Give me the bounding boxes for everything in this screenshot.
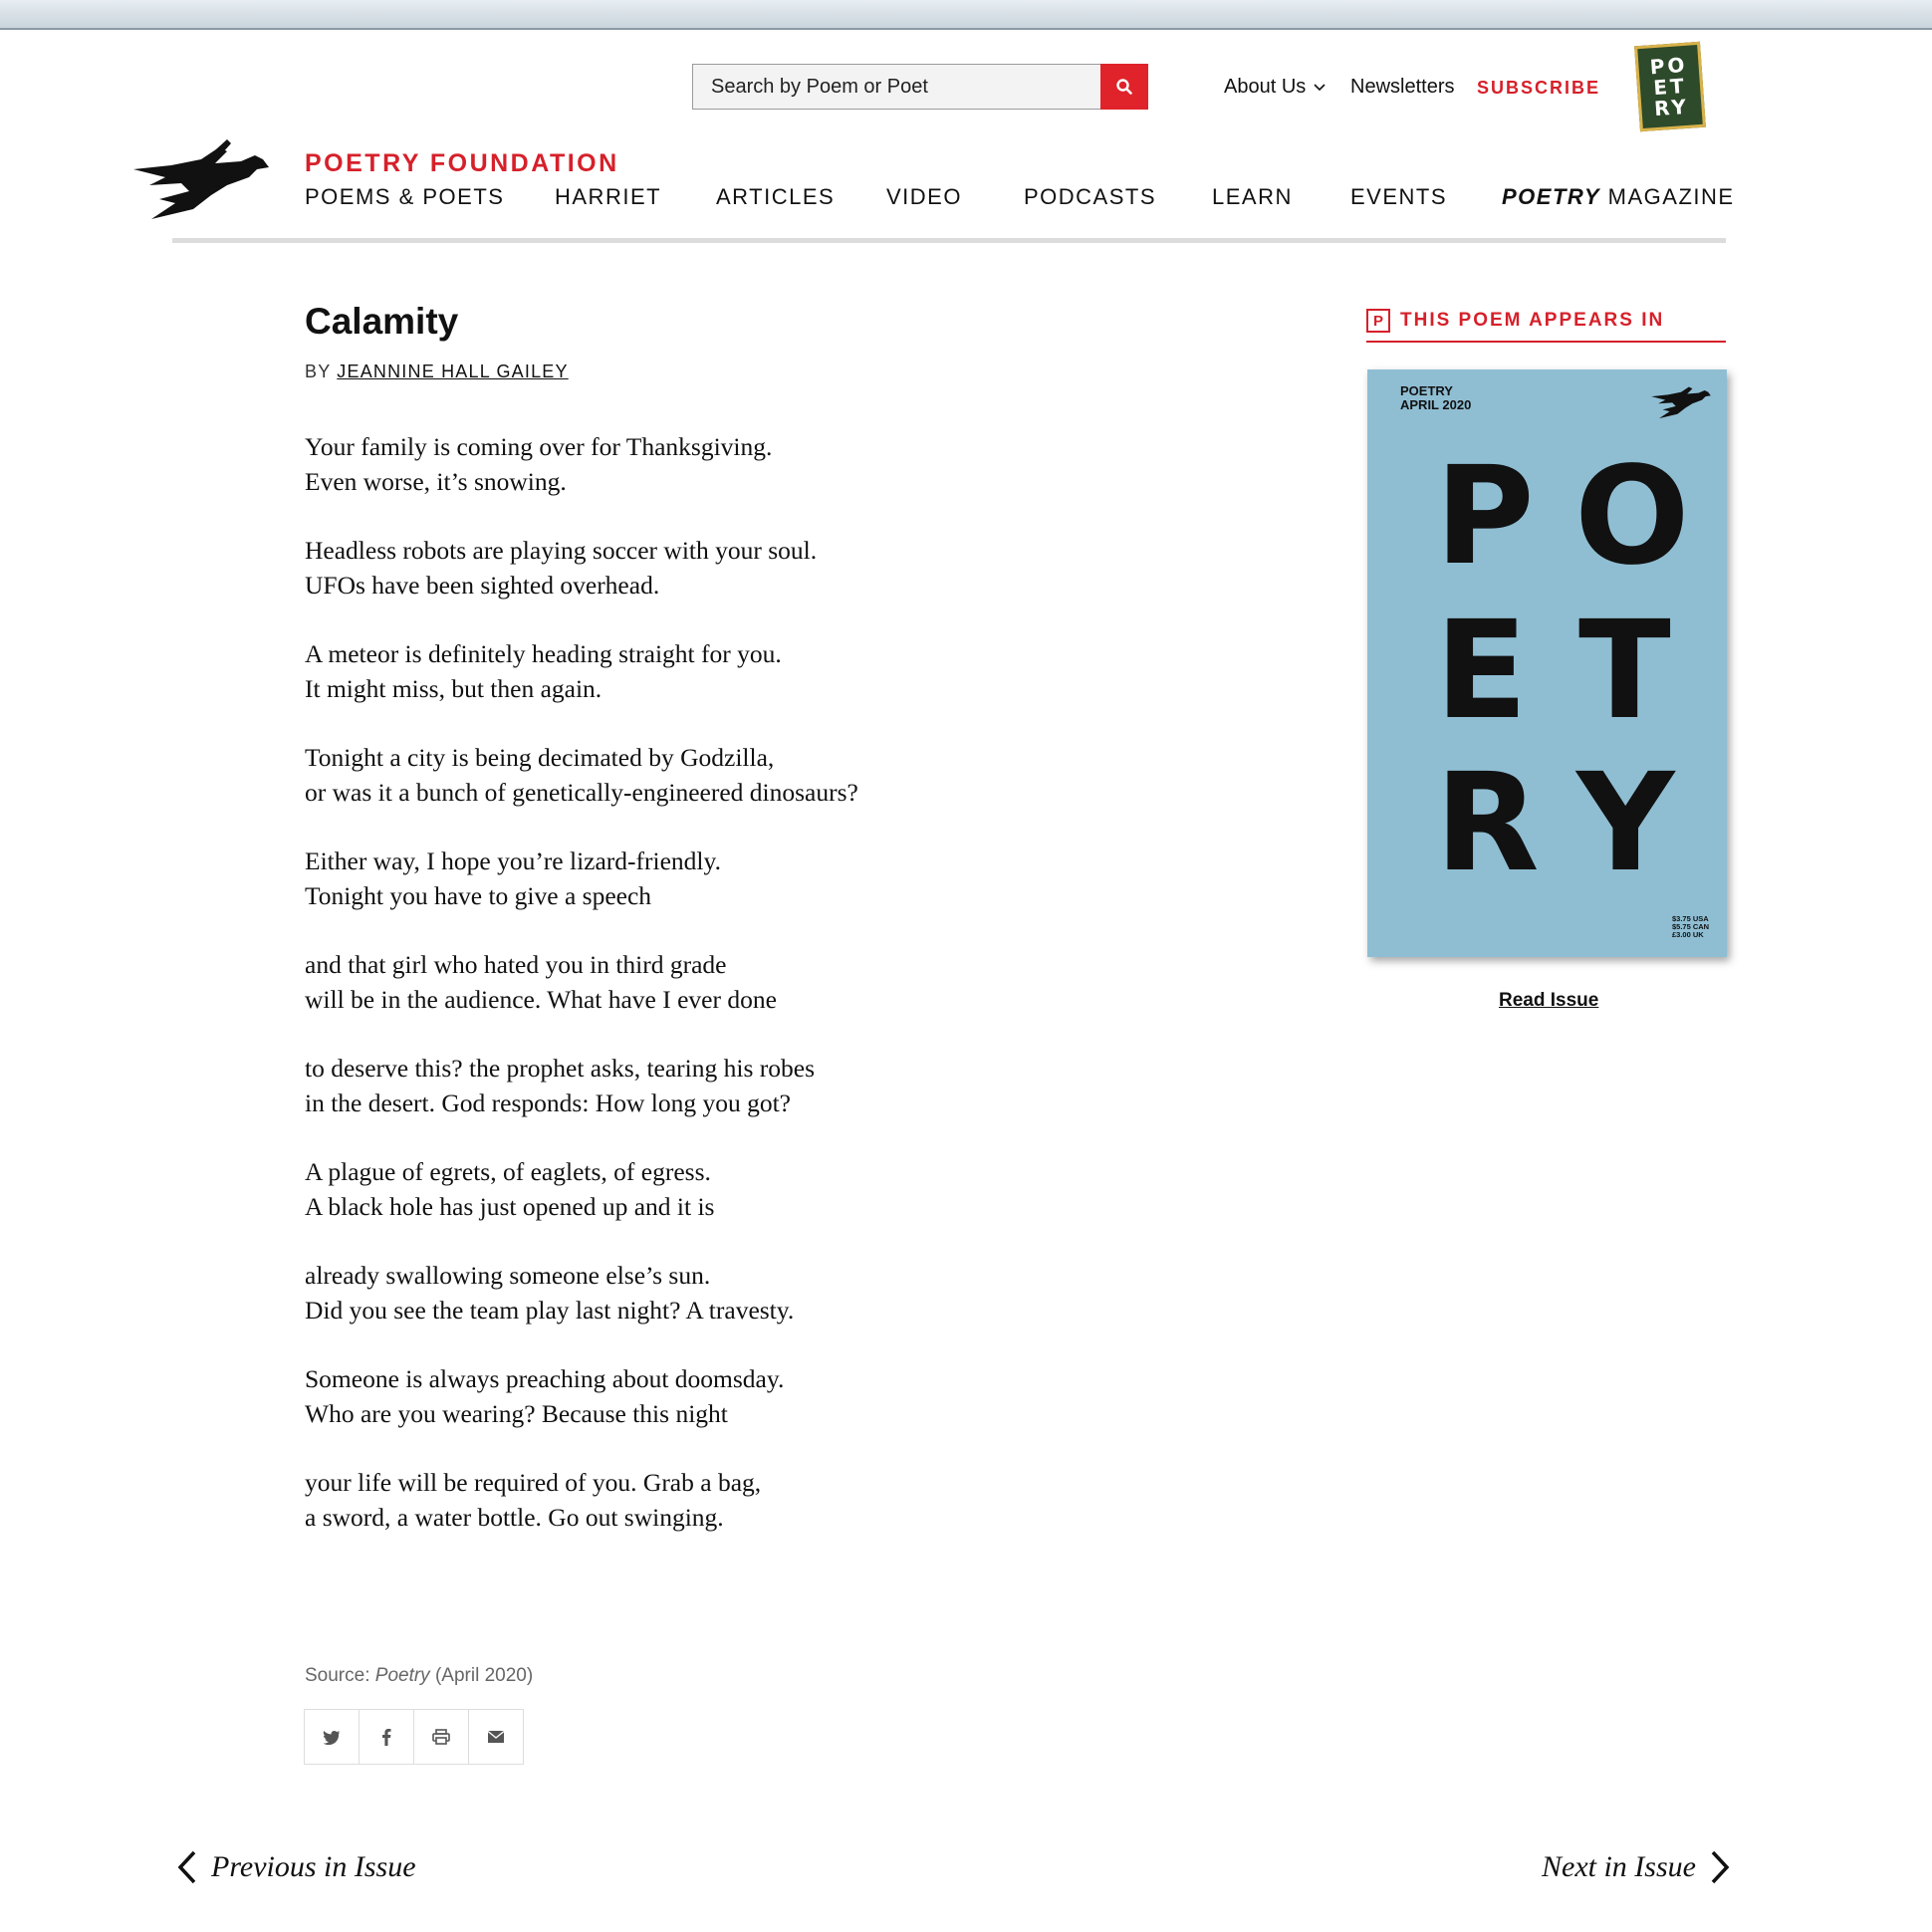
nav-learn[interactable]: LEARN — [1212, 184, 1293, 209]
cover-letter-o: O — [1574, 438, 1690, 596]
appears-in-heading — [1366, 309, 1726, 343]
chevron-down-icon — [1314, 84, 1326, 92]
cover-meta — [1400, 384, 1471, 412]
source-title: Poetry — [374, 1665, 430, 1686]
source-prefix: Source: — [305, 1665, 375, 1686]
read-issue-link[interactable]: Read Issue — [1499, 990, 1599, 1011]
search-button[interactable] — [1100, 64, 1148, 110]
poem-stanza — [305, 1155, 858, 1224]
twitter-icon — [323, 1730, 341, 1745]
cover-meta-title: POETRY — [1400, 383, 1453, 398]
poem-body — [305, 430, 858, 1570]
next-in-issue-link[interactable] — [1542, 1850, 1730, 1884]
badge-line-2: ET — [1652, 73, 1688, 100]
cover-pegasus-icon — [1650, 383, 1712, 419]
poem-stanza — [305, 741, 858, 810]
byline — [305, 362, 569, 382]
price-uk: £3.00 UK — [1672, 930, 1704, 939]
search-icon — [1115, 78, 1133, 96]
nav-magazine-italic: POETRY — [1502, 184, 1601, 209]
about-us-label: About Us — [1224, 76, 1307, 98]
subscribe-link[interactable]: SUBSCRIBE — [1477, 78, 1601, 98]
poem-stanza — [305, 1466, 858, 1535]
chevron-left-icon — [177, 1850, 197, 1884]
cover-letter-p: P — [1435, 438, 1535, 596]
poem-source — [305, 1665, 533, 1687]
print-icon — [432, 1729, 450, 1745]
brand-name[interactable]: POETRY FOUNDATION — [305, 149, 619, 177]
cover-price — [1672, 915, 1709, 939]
browser-top-strip — [0, 0, 1932, 30]
poem-line: Who are you wearing? Because this night — [305, 1398, 728, 1428]
poem-stanza — [305, 1259, 858, 1328]
poem-line: A meteor is definitely heading straight for you. — [305, 639, 782, 668]
poem-line: Tonight a city is being decimated by Godzilla, — [305, 743, 775, 772]
poem-line: Headless robots are playing soccer with your soul. — [305, 536, 818, 565]
nav-events[interactable]: EVENTS — [1350, 184, 1448, 209]
previous-in-issue-link[interactable] — [177, 1850, 416, 1884]
issue-cover-image[interactable] — [1367, 369, 1727, 957]
previous-label: Previous in Issue — [211, 1850, 416, 1883]
poem-line: A plague of egrets, of eaglets, of egress. — [305, 1157, 711, 1186]
nav-harriet[interactable]: HARRIET — [555, 184, 662, 209]
badge-line-3: RY — [1653, 94, 1690, 121]
share-bar — [305, 1709, 524, 1765]
poem-line: will be in the audience. What have I ever done — [305, 984, 777, 1014]
poem-line: a sword, a water bottle. Go out swinging. — [305, 1502, 724, 1532]
poem-line: Your family is coming over for Thanksgiving. — [305, 432, 773, 461]
poem-line: Either way, I hope you’re lizard-friendly. — [305, 846, 721, 875]
nav-articles[interactable]: ARTICLES — [716, 184, 836, 209]
poem-line: already swallowing someone else’s sun. — [305, 1261, 711, 1290]
cover-letter-y: Y — [1576, 745, 1675, 902]
poem-stanza — [305, 948, 858, 1017]
byline-prefix: BY — [305, 362, 332, 381]
p-icon: P — [1366, 309, 1390, 333]
email-share-button[interactable] — [468, 1709, 524, 1765]
newsletters-link[interactable]: Newsletters — [1350, 76, 1455, 98]
twitter-share-button[interactable] — [304, 1709, 360, 1765]
cover-meta-date: APRIL 2020 — [1400, 397, 1472, 412]
nav-video[interactable]: VIDEO — [886, 184, 962, 209]
facebook-icon — [381, 1728, 391, 1746]
poem-stanza — [305, 430, 858, 499]
poem-line: your life will be required of you. Grab a bag, — [305, 1468, 762, 1497]
poem-stanza — [305, 845, 858, 913]
facebook-share-button[interactable] — [359, 1709, 414, 1765]
poem-line: It might miss, but then again. — [305, 673, 603, 703]
poetry-magazine-badge[interactable] — [1634, 42, 1706, 131]
author-link[interactable]: JEANNINE HALL GAILEY — [337, 362, 569, 381]
poem-line: Someone is always preaching about doomsday. — [305, 1364, 785, 1393]
poem-stanza — [305, 1052, 858, 1120]
email-icon — [487, 1730, 505, 1744]
poem-stanza — [305, 637, 858, 706]
poem-line: Even worse, it’s snowing. — [305, 466, 567, 496]
nav-magazine-rest: MAGAZINE — [1600, 184, 1735, 209]
nav-podcasts[interactable]: PODCASTS — [1024, 184, 1157, 209]
nav-poems-poets[interactable]: POEMS & POETS — [305, 184, 505, 209]
poem-line: UFOs have been sighted overhead. — [305, 570, 660, 600]
search-input[interactable] — [693, 65, 1101, 109]
poem-line: to deserve this? the prophet asks, tearing his robes — [305, 1054, 815, 1083]
print-button[interactable] — [413, 1709, 469, 1765]
poem-line: in the desert. God responds: How long you got? — [305, 1087, 791, 1117]
cover-letter-t: T — [1578, 593, 1671, 750]
cover-letter-r: R — [1435, 745, 1540, 902]
badge-line-1: PO — [1648, 52, 1689, 79]
pegasus-logo-icon[interactable] — [131, 139, 271, 221]
price-can: $5.75 CAN — [1672, 922, 1710, 931]
poem-stanza — [305, 534, 858, 603]
nav-divider — [172, 238, 1726, 243]
poem-line: and that girl who hated you in third grade — [305, 950, 727, 979]
poem-stanza — [305, 1362, 858, 1431]
poem-line: Did you see the team play last night? A travesty. — [305, 1295, 795, 1325]
next-label: Next in Issue — [1542, 1850, 1696, 1883]
chevron-right-icon — [1710, 1850, 1730, 1884]
poem-line: Tonight you have to give a speech — [305, 880, 652, 910]
poem-line: or was it a bunch of genetically-engineered dinosaurs? — [305, 777, 858, 807]
source-suffix: (April 2020) — [429, 1665, 534, 1686]
appears-in-label: THIS POEM APPEARS IN — [1400, 310, 1665, 331]
search-box — [692, 64, 1148, 110]
poem-title: Calamity — [305, 301, 459, 342]
cover-letter-e: E — [1435, 593, 1528, 750]
poem-line: A black hole has just opened up and it is — [305, 1191, 715, 1221]
about-us-menu[interactable] — [1224, 76, 1326, 99]
nav-poetry-magazine[interactable] — [1502, 184, 1735, 210]
price-usa: $3.75 USA — [1672, 914, 1709, 923]
